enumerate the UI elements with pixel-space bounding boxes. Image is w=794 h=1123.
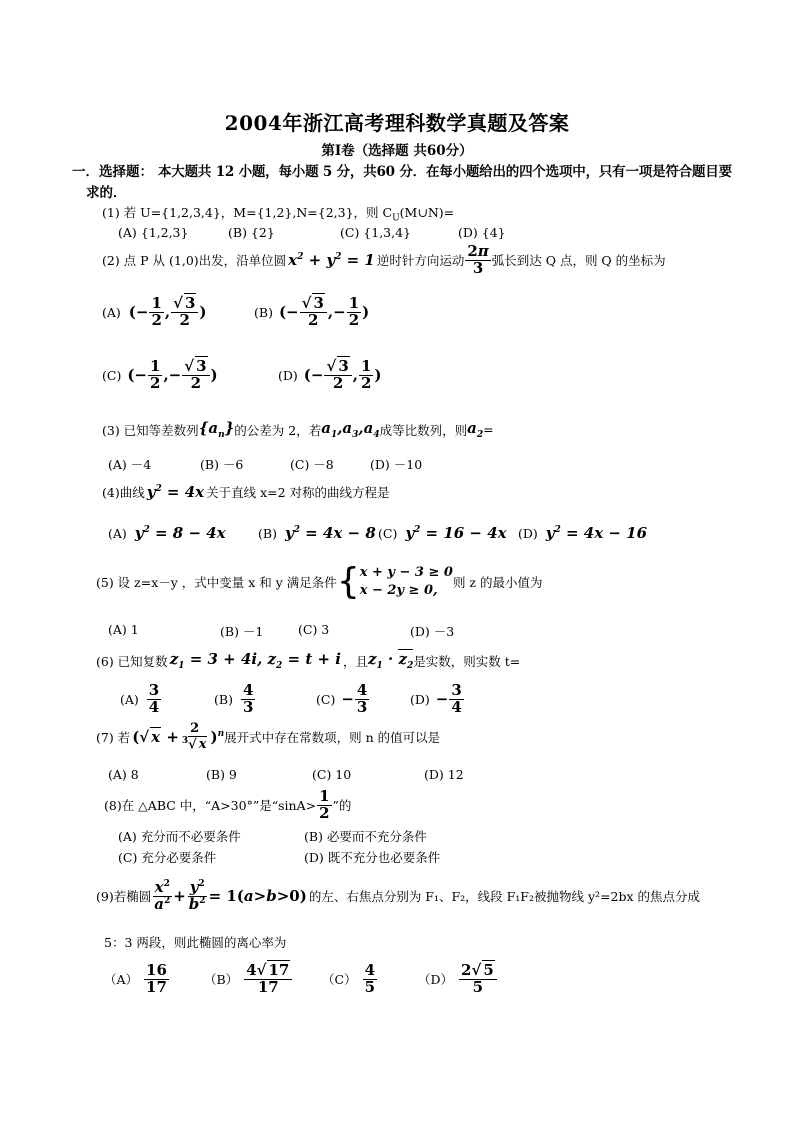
question-7-option-b: (B) 9 bbox=[206, 767, 237, 782]
question-7-option-a: (A) 8 bbox=[108, 767, 139, 782]
question-5-option-b: (B) －1 bbox=[220, 624, 264, 639]
question-9-option-c: （C） $\frac{4}{5}$ bbox=[322, 961, 376, 996]
question-2-option-d: (D) (− $\frac{√ 3}{2}$ , $\frac{1}{2}$ ) bbox=[278, 357, 382, 392]
question-9-stem: (9)若椭圆 $\frac{x^2}{a^2}$ + $\frac{y^2}{b^2}$ = 1(a>b>0) 的左、右焦点分别为 F₁、F₂，线段 F₁F₂被抛物线 y²=2bx 的焦点分成 bbox=[96, 878, 700, 913]
part-title: 第Ⅰ卷（选择题 共60分） bbox=[321, 143, 473, 159]
question-7-stem: (7) 若 (√ x + $\frac{2}{^3√ x}$ )$^n$ 展开式中存在常数项，则 n 的值可以是 bbox=[96, 721, 441, 752]
question-2-stem: (2) 点 P 从 (1,0)出发，沿单位圆 $x^2 + y^2 = 1$ 逆时针方向运动 $\frac{2\pi}{3}$ 弧长到达 Q 点，则 Q 的坐标为 bbox=[102, 242, 666, 277]
question-6-option-c: (C) − $\frac{4}{3}$ bbox=[316, 681, 368, 716]
question-8-option-b: (B) 必要而不充分条件 bbox=[304, 829, 427, 844]
question-4-stem: (4)曲线 $y^2 = 4x$ 关于直线 x=2 对称的曲线方程是 bbox=[102, 483, 390, 501]
question-3-stem: (3) 已知等差数列 $\{a_n\}$ 的公差为 2，若 $a_1,a_3,a_4$ 成等比数列，则 $a_2$ = bbox=[102, 419, 494, 440]
question-5-stem: (5) 设 z=x－y ，式中变量 x 和 y 满足条件 { x + y − 3 ≥ 0 x − 2y ≥ 0, 则 z 的最小值为 bbox=[96, 561, 543, 602]
question-6-option-b: (B) $\frac{4}{3}$ bbox=[214, 681, 254, 716]
question-1-option-b: (B) {2} bbox=[228, 225, 275, 240]
question-2-option-b: (B) (− $\frac{√ 3}{2}$ ,− $\frac{1}{2}$ ) bbox=[254, 294, 370, 329]
section-intro-line2: 求的． bbox=[86, 185, 127, 201]
question-9-option-b: （B） $\frac{4√ 17}{17}$ bbox=[204, 963, 293, 996]
question-1-stem: (1) 若 U={1,2,3,4}，M={1,2},N={2,3}，则 $C_U(M\cup N)=$ bbox=[102, 205, 455, 224]
question-8-stem: (8)在 △ABC 中，“A>30°”是“sinA> $\frac{1}{2}$ ”的 bbox=[104, 787, 352, 822]
question-6-option-a: (A) $\frac{3}{4}$ bbox=[120, 681, 160, 716]
question-9-stem-line2: 5：3 两段，则此椭圆的离心率为 bbox=[104, 935, 287, 950]
question-7-option-d: (D) 12 bbox=[424, 767, 464, 782]
document-title: 2004年浙江高考理科数学真题及答案 bbox=[224, 111, 570, 135]
question-4-option-b: (B) $y^2 = 4x - 8$ bbox=[258, 524, 376, 542]
question-8-option-a: (A) 充分而不必要条件 bbox=[118, 829, 241, 844]
question-7-option-c: (C) 10 bbox=[312, 767, 352, 782]
question-5-option-c: (C) 3 bbox=[298, 622, 330, 637]
question-8-option-d: (D) 既不充分也必要条件 bbox=[304, 850, 441, 865]
question-4-option-a: (A) $y^2 = 8 - 4x$ bbox=[108, 524, 226, 542]
question-3-option-d: (D) －10 bbox=[370, 457, 423, 472]
question-4-option-c: (C) $y^2 = 16 - 4x$ bbox=[378, 524, 507, 542]
question-9-option-d: （D） $\frac{2√ 5}{5}$ bbox=[418, 963, 498, 996]
section-intro-line1: 本大题共 12 小题，每小题 5 分，共60 分．在每小题给出的四个选项中，只有一项是符合题目要 bbox=[158, 164, 732, 180]
question-5-option-a: (A) 1 bbox=[108, 622, 139, 637]
question-6-stem: (6) 已知复数 $z_1 = 3 + 4i$, $z_2 = t + i$ ，且 $z_1 \cdot z_2$ 是实数，则实数 t= bbox=[96, 650, 521, 671]
question-9-option-a: （A） $\frac{16}{17}$ bbox=[104, 961, 167, 996]
question-5-option-d: (D) －3 bbox=[410, 624, 455, 639]
question-8-option-c: (C) 充分必要条件 bbox=[118, 850, 217, 865]
question-4-option-d: (D) $y^2 = 4x - 16$ bbox=[518, 524, 648, 542]
question-1-option-a: (A) {1,2,3} bbox=[118, 225, 189, 240]
question-3-option-b: (B) －6 bbox=[200, 457, 244, 472]
question-2-option-c: (C) (− $\frac{1}{2}$ ,− $\frac{√ 3}{2}$ ) bbox=[102, 357, 218, 392]
question-6-option-d: (D) − $\frac{3}{4}$ bbox=[410, 681, 462, 716]
question-1-option-d: (D) {4} bbox=[458, 225, 506, 240]
question-2-option-a: (A) (− $\frac{1}{2}$ , $\frac{√ 3}{2}$ ) bbox=[102, 294, 207, 329]
question-1-option-c: (C) {1,3,4} bbox=[340, 225, 412, 240]
section-label: 一．选择题： bbox=[72, 164, 153, 180]
question-3-option-c: (C) －8 bbox=[290, 457, 334, 472]
question-3-option-a: (A) －4 bbox=[108, 457, 152, 472]
